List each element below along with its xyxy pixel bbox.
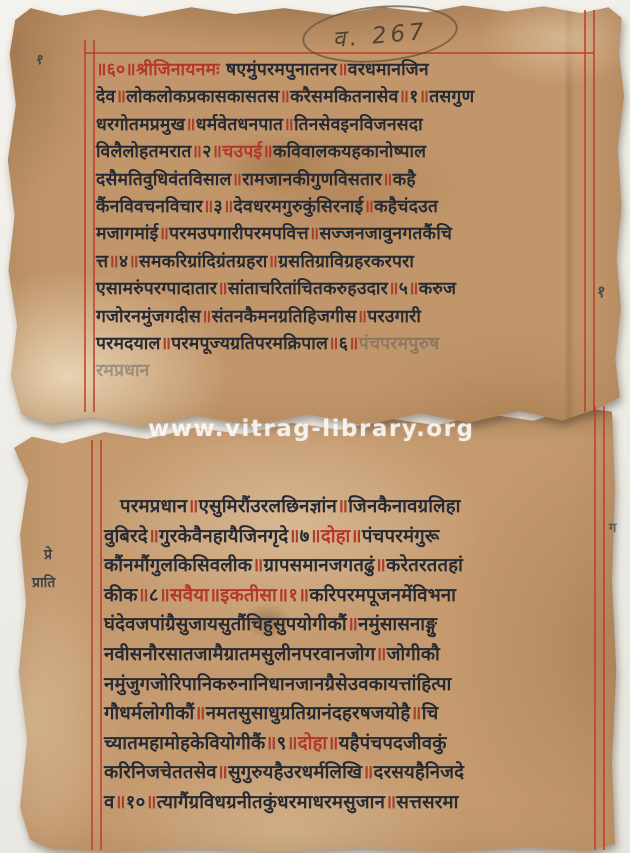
danda-mark: ॥ <box>279 87 291 108</box>
danda-mark: ॥ <box>388 279 399 300</box>
manuscript-line <box>96 139 590 166</box>
manuscript-line <box>104 788 604 818</box>
manuscript-line <box>96 167 590 194</box>
manuscript-line <box>104 581 604 611</box>
manuscript-segment-black: नवीसनौरसातजामैग्रातमसुलीनपरवानजोग॥जोगीकौ <box>104 643 441 665</box>
danda-mark: ॥ <box>363 197 375 218</box>
manuscript-line <box>96 358 590 385</box>
danda-mark: ॥ <box>252 555 264 577</box>
danda-mark: ॥ <box>328 334 339 355</box>
danda-mark: ॥ <box>362 762 374 784</box>
top-leaf-left-margin-mark: १ <box>34 51 45 69</box>
danda-mark: ॥ <box>356 306 368 327</box>
danda-mark: ॥ <box>309 525 321 547</box>
danda-mark: ॥ <box>201 306 212 327</box>
manuscript-segment-black: कीक॥८॥ <box>104 584 171 606</box>
red-ruling-line <box>91 440 93 850</box>
danda-mark: ॥ <box>374 555 387 577</box>
danda-mark: ॥ <box>286 732 298 754</box>
manuscript-segment-black: गौधर्मलोगीकौं॥नमतसुसाधुग्रतिग्रानंदहरषजयोहै॥चि <box>104 703 439 725</box>
manuscript-line <box>96 84 590 111</box>
danda-mark: ॥ <box>211 142 223 163</box>
danda-mark: ॥ <box>202 197 214 218</box>
manuscript-line <box>104 758 604 788</box>
manuscript-segment-faded: पंचपरमपुरुष <box>358 334 440 355</box>
manuscript-segment-black: परमदयाल॥परमपूज्यग्रतिपरमक्रिपाल॥६॥ <box>96 334 359 355</box>
red-ruling-line <box>84 40 86 412</box>
manuscript-segment-red: दोहा॥ <box>320 525 362 547</box>
danda-mark: ॥ <box>231 169 243 190</box>
manuscript-segment-black: दसैमतिवुधिवंतविसाल॥रामजानकीगुणविसतार॥कहै <box>96 169 416 190</box>
folio-number-text: व. 267 <box>331 18 429 54</box>
danda-mark: ॥ <box>288 525 300 547</box>
manuscript-segment-black: एसामरुंपरग्पादातार॥सांताचरितांचितकरुहउदार॥५॥करुज <box>96 279 457 300</box>
danda-mark: ॥ <box>267 251 279 272</box>
manuscript-line <box>96 194 590 221</box>
danda-mark: ॥ <box>158 584 171 606</box>
bottom-leaf-margin-mark: प्रे <box>44 547 52 563</box>
danda-mark: ॥ <box>375 643 387 665</box>
manuscript-line <box>104 522 604 552</box>
danda-mark: ॥ <box>217 279 228 300</box>
manuscript-segment-red: दोहा॥ <box>297 732 339 754</box>
danda-mark: ॥ <box>308 224 320 245</box>
manuscript-segment-black: धरगोतमप्रमुख॥धर्मवेतधनपात॥तिनसेवइनविजनसदा <box>96 114 423 135</box>
watermark-text: www.vitrag-library.org <box>148 416 475 442</box>
danda-mark: ॥ <box>185 114 196 135</box>
manuscript-segment-black: करिनिजचेततसेव॥सुगुरुयहैउरधर्मलिखि॥दरसयहैनिजदे <box>104 762 465 784</box>
danda-mark: ॥ <box>108 251 119 272</box>
manuscript-segment-black: गजोरनमुंजगदीस॥संतनकैमनग्रतिहिजगीस॥परउगारी <box>96 306 422 327</box>
manuscript-line <box>104 610 604 640</box>
danda-mark: ॥ <box>147 525 160 547</box>
manuscript-segment-red: ॥६०॥श्रीजिनायनमः <box>96 60 227 80</box>
danda-mark: ॥ <box>216 762 229 784</box>
manuscript-line <box>104 492 604 522</box>
danda-mark: ॥ <box>115 87 127 108</box>
danda-mark: ॥ <box>137 584 149 606</box>
danda-mark: ॥ <box>265 732 277 754</box>
red-ruling-line <box>93 40 95 412</box>
danda-mark: ॥ <box>194 703 206 725</box>
danda-mark: ॥ <box>191 142 203 163</box>
danda-mark: ॥ <box>158 224 170 245</box>
manuscript-line <box>96 221 590 248</box>
danda-mark: ॥ <box>145 791 157 813</box>
manuscript-segment-black: मजागमांई॥परमउपगारीपरमपवित्त॥सज्जनजावुनगतकैंचि <box>96 224 453 245</box>
manuscript-line <box>104 729 604 759</box>
manuscript-segment-black: विलैलोहतमरात॥२॥ <box>96 142 223 163</box>
manuscript-segment-black: कौंनमौंगुलकिसिवलीक॥ग्रापसमानजगतढुं॥करेतरततहां <box>104 555 464 577</box>
manuscript-segment-black: त्त॥४॥समकरिग्रांदिग्रंतग्रहरा॥ग्रसतिग्राविग्रहरकरपरा <box>96 251 415 272</box>
danda-mark: ॥ <box>418 87 430 108</box>
bottom-leaf-text-block <box>104 492 604 818</box>
danda-mark: ॥ <box>222 197 234 218</box>
top-leaf-text-block <box>96 57 590 386</box>
danda-mark: ॥ <box>283 114 294 135</box>
manuscript-segment-black: वुबिरदे॥गुरकेवैनहायैजिनगृदे॥७॥ <box>104 525 321 547</box>
manuscript-line <box>104 699 604 729</box>
manuscript-segment-black: व॥१०॥त्यागैंग्रविधग्रनीतकुंधरमाधरमसुजान॥सत्तसरमा <box>104 791 459 813</box>
manuscript-line <box>104 670 604 700</box>
bottom-leaf-right-margin-mark: ग <box>609 521 617 536</box>
danda-mark: ॥ <box>114 791 126 813</box>
manuscript-line <box>96 112 590 139</box>
manuscript-segment-black: पंचपरमंगुरू <box>361 525 440 547</box>
danda-mark: ॥ <box>160 334 172 355</box>
manuscript-segment-black: परमप्रधान॥एसुमिरौंउरलछिनज्ञांन॥जिनकैनावग्रलिहा <box>120 496 461 517</box>
bottom-leaf-margin-mark: प्राति <box>32 575 56 591</box>
manuscript-segment-faded: रमप्रधान <box>96 361 150 382</box>
danda-mark: ॥ <box>346 614 359 636</box>
manuscript-line <box>96 304 590 331</box>
manuscript-line <box>96 331 590 358</box>
danda-mark: ॥ <box>128 251 139 272</box>
manuscript-line <box>96 249 590 276</box>
manuscript-segment-black: यहैपंचपदजीवकुं <box>338 732 447 754</box>
manuscript-segment-black: करिपरमपूजनमेंविभना <box>309 584 457 606</box>
manuscript-segment-black: कैंनविवचनविचार॥३॥देवधरमगुरुकुंसिरनाई॥कहैचंदउत <box>96 197 439 218</box>
manuscript-segment-red: सवैया॥इकतीसा॥१॥ <box>170 584 310 606</box>
danda-mark: ॥ <box>398 87 410 108</box>
danda-mark: ॥ <box>385 791 397 813</box>
red-ruling-line <box>100 440 102 850</box>
danda-mark: ॥ <box>337 60 348 80</box>
red-ruling-line <box>593 10 595 412</box>
manuscript-line <box>96 276 590 303</box>
top-leaf-right-margin-mark: १ <box>595 281 607 302</box>
danda-mark: ॥ <box>336 496 349 517</box>
danda-mark: ॥ <box>382 169 393 190</box>
manuscript-segment-black: च्यातमहामोहकेवियोगीकैं॥९॥ <box>104 732 298 754</box>
danda-mark: ॥ <box>348 334 359 355</box>
manuscript-segment-black: षएमुंपरमपुनातनर॥वरधमानजिन <box>226 60 429 80</box>
danda-mark: ॥ <box>187 496 199 517</box>
manuscript-segment-black: घंदेवजपांग्रैसुजायसुतौंचिहुसुपयोगीकौं॥नमुंसासनाङ्गु <box>104 614 438 636</box>
manuscript-segment-red: चउपई॥ <box>222 142 273 163</box>
manuscript-line <box>104 551 604 581</box>
manuscript-segment-black: देव॥लोकलोकप्रकासकासतस॥करैसमकितनासेव॥१॥तसगुण <box>96 87 475 108</box>
manuscript-segment-black: कविवालकयहकानोष्पाल <box>272 142 427 163</box>
manuscript-line <box>104 640 604 670</box>
danda-mark: ॥ <box>410 703 422 725</box>
manuscript-segment-black: नमुंजुगजोरिपानिकरुनानिधानजानग्रैसेउवकायत्तांहित्पा <box>104 673 452 695</box>
danda-mark: ॥ <box>408 279 419 300</box>
